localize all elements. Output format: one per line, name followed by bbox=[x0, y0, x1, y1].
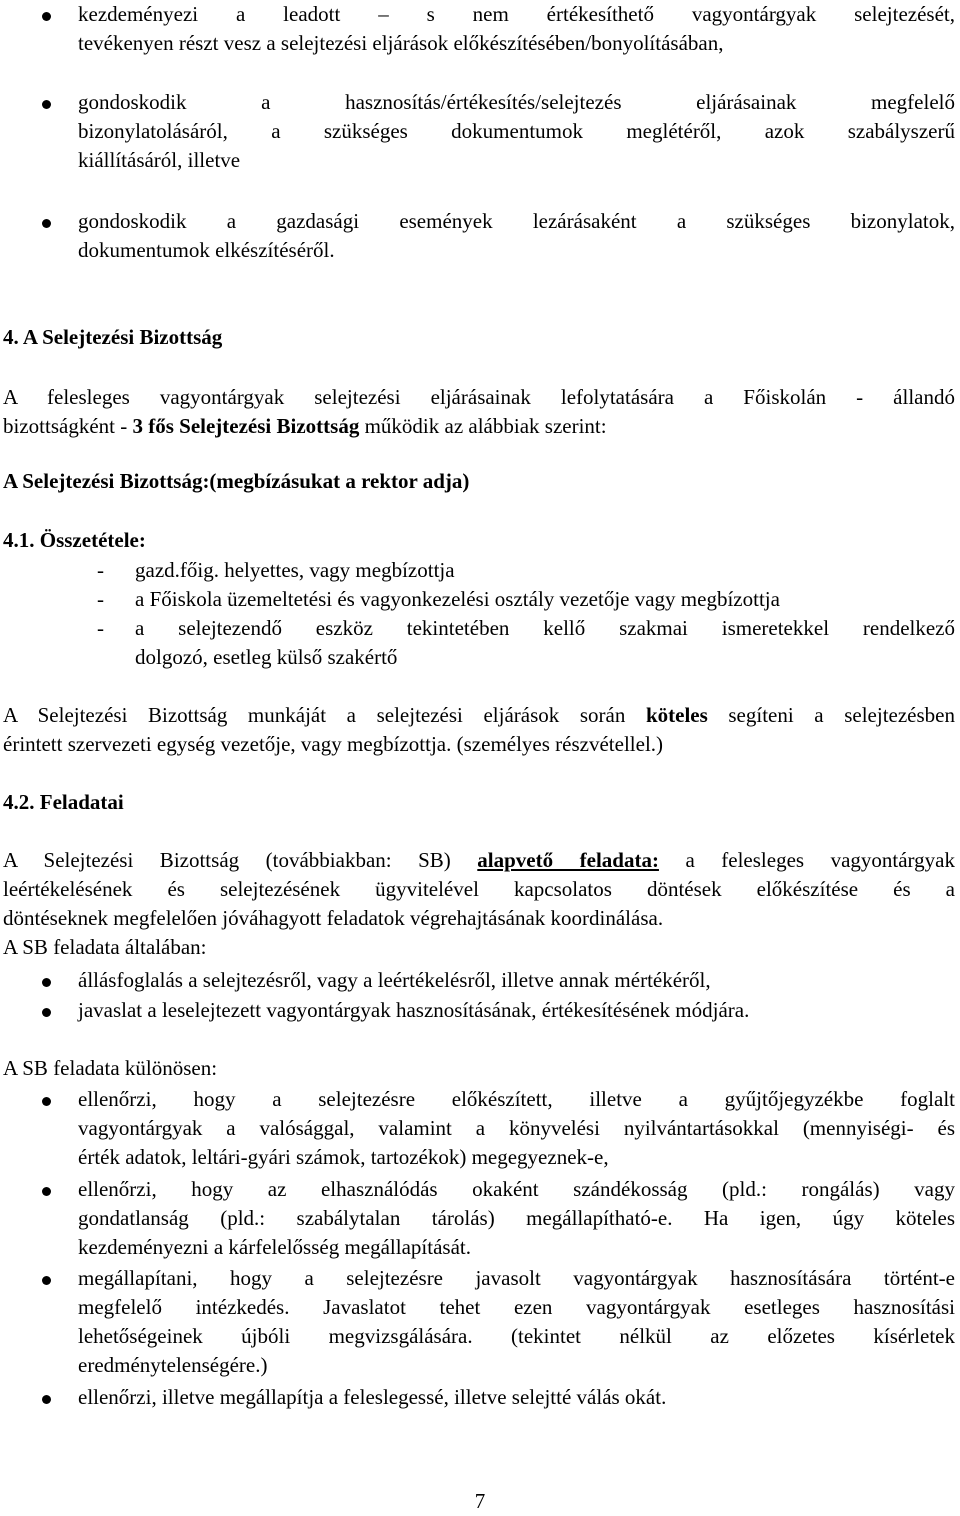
bullet-line: gondatlanság (pld.: szabálytalan tárolás) megállapítható-e. Ha igen, úgy köteles bbox=[78, 1206, 955, 1230]
dash-line: a selejtezendő eszköz tekintetében kellő szakmai ismeretekkel rendelkező bbox=[135, 616, 955, 640]
text-run: A Selejtezési Bizottság munkáját a selejtezési eljárások során bbox=[3, 703, 646, 727]
list-label: A SB feladata különösen: bbox=[3, 1056, 218, 1080]
bullet-line: gondoskodik a gazdasági események lezárásaként a szükséges bizonylatok, bbox=[78, 209, 955, 233]
paragraph-line bbox=[3, 701, 955, 730]
bullet-line: kezdeményezi a leadott – s nem értékesíthető vagyontárgyak selejtezését, bbox=[78, 2, 955, 26]
dash-marker: - bbox=[97, 616, 104, 640]
committee-heading: A Selejtezési Bizottság:(megbízásukat a rektor adja) bbox=[3, 469, 470, 493]
bullet-line: ellenőrzi, illetve megállapítja a feleslegessé, illetve selejtté válás okát. bbox=[78, 1385, 667, 1409]
bullet-icon bbox=[42, 1097, 51, 1106]
paragraph-line: döntéseknek megfelelően jóváhagyott feladatok végrehajtásának koordinálása. bbox=[3, 906, 664, 930]
bullet-line: vagyontárgyak a valósággal, valamint a könyvelési nyilvántartásokkal (mennyiségi- és bbox=[78, 1116, 955, 1140]
page-number: 7 bbox=[474, 1489, 486, 1513]
bullet-icon bbox=[42, 12, 51, 21]
paragraph-line bbox=[3, 846, 955, 875]
bullet-line: eredménytelenségére.) bbox=[78, 1353, 268, 1377]
bullet-icon bbox=[42, 1187, 51, 1196]
paragraph-line: érintett szervezeti egység vezetője, vagy megbízottja. (személyes részvétellel.) bbox=[3, 732, 664, 756]
bold-text: köteles bbox=[645, 703, 708, 727]
text-run: a felesleges vagyontárgyak bbox=[658, 848, 955, 872]
bullet-icon bbox=[42, 1395, 51, 1404]
dash-marker: - bbox=[97, 587, 104, 611]
bullet-line: bizonylatolásáról, a szükséges dokumentumok meglétéről, azok szabályszerű bbox=[78, 119, 955, 143]
bullet-line: kiállításáról, illetve bbox=[78, 148, 241, 172]
bold-text: 3 fős Selejtezési Bizottság bbox=[132, 414, 360, 438]
subsection-heading: 4.2. Feladatai bbox=[3, 790, 124, 814]
text-run: bizottságként - bbox=[3, 414, 133, 438]
paragraph-line: A felesleges vagyontárgyak selejtezési eljárásainak lefolytatására a Főiskolán - állandó bbox=[3, 385, 955, 409]
dash-line: gazd.főig. helyettes, vagy megbízottja bbox=[135, 558, 455, 582]
bullet-line: ellenőrzi, hogy az elhasználódás okaként szándékosság (pld.: rongálás) vagy bbox=[78, 1177, 955, 1201]
dash-marker: - bbox=[97, 558, 104, 582]
bullet-line: ellenőrzi, hogy a selejtezésre előkészített, illetve a gyűjtőjegyzékbe foglalt bbox=[78, 1087, 955, 1111]
bullet-line: dokumentumok elkészítéséről. bbox=[78, 238, 335, 262]
paragraph bbox=[3, 701, 955, 759]
bullet-icon bbox=[42, 978, 51, 987]
paragraph bbox=[3, 846, 955, 962]
bullet-line: lehetőségeinek újbóli megvizsgálására. (tekintet nélkül az előzetes kísérletek bbox=[78, 1324, 955, 1348]
text-run: segíteni a selejtezésben bbox=[707, 703, 955, 727]
bold-underlined-text: alapvető feladata: bbox=[477, 848, 659, 872]
list-label: A SB feladata általában: bbox=[3, 935, 207, 959]
paragraph-line bbox=[3, 412, 955, 441]
bullet-line: kezdeményezni a kárfelelősség megállapítását. bbox=[78, 1235, 471, 1259]
bullet-icon bbox=[42, 1276, 51, 1285]
text-run: működik az alábbiak szerint: bbox=[359, 414, 607, 438]
bullet-line: tevékenyen részt vesz a selejtezési eljárások előkészítésében/bonyolításában, bbox=[78, 31, 724, 55]
text-run: A Selejtezési Bizottság (továbbiakban: SB) bbox=[3, 848, 478, 872]
dash-line: dolgozó, esetleg külső szakértő bbox=[135, 645, 398, 669]
paragraph-line: leértékelésének és selejtezésének ügyvitelével kapcsolatos döntések előkészítése és a bbox=[3, 877, 955, 901]
bullet-icon bbox=[42, 100, 51, 109]
section-heading: 4. A Selejtezési Bizottság bbox=[3, 325, 223, 349]
bullet-line: gondoskodik a hasznosítás/értékesítés/selejtezés eljárásainak megfelelő bbox=[78, 90, 955, 114]
bullet-line: javaslat a leselejtezett vagyontárgyak hasznosításának, értékesítésének módjára. bbox=[78, 998, 750, 1022]
bullet-line: megfelelő intézkedés. Javaslatot tehet ezen vagyontárgyak esetleges hasznosítási bbox=[78, 1295, 955, 1319]
subsection-heading: 4.1. Összetétele: bbox=[3, 528, 146, 552]
dash-line: a Főiskola üzemeltetési és vagyonkezelési osztály vezetője vagy megbízottja bbox=[135, 587, 780, 611]
bullet-icon bbox=[42, 219, 51, 228]
bullet-line: megállapítani, hogy a selejtezésre javasolt vagyontárgyak hasznosítására történt-e bbox=[78, 1266, 955, 1290]
bullet-line: érték adatok, leltári-gyári számok, tartozékok) megegyeznek-e, bbox=[78, 1145, 609, 1169]
paragraph bbox=[3, 383, 955, 441]
bullet-line: állásfoglalás a selejtezésről, vagy a leértékelésről, illetve annak mértékéről, bbox=[78, 968, 711, 992]
bullet-icon bbox=[42, 1008, 51, 1017]
